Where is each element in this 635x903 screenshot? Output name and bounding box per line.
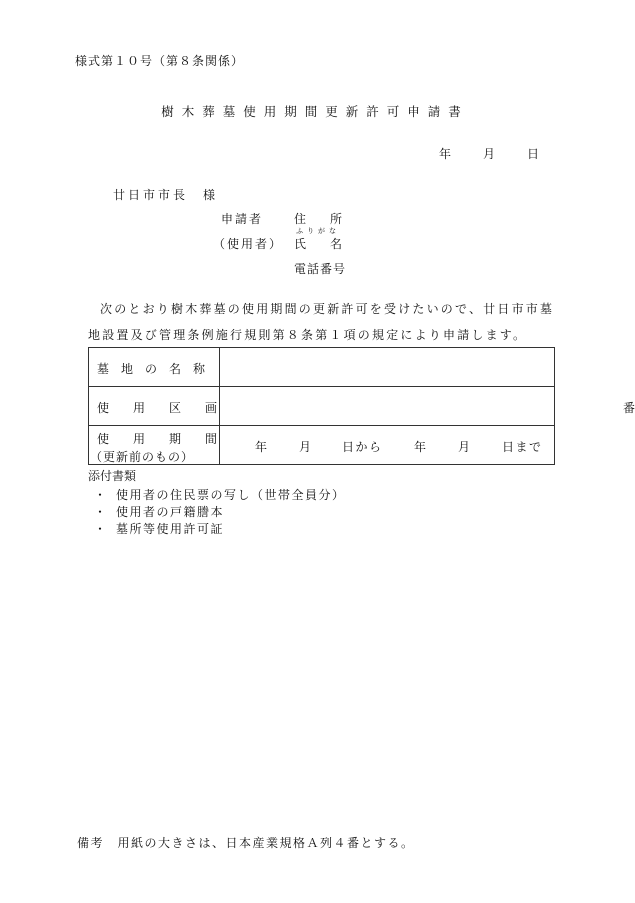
application-statement: 次のとおり樹木葬墓の使用期間の更新許可を受けたいので、廿日市市墓地設置及び管理条例施行規則第８条第１項の規定により申請します。 <box>88 302 555 342</box>
phone-label: 電話番号 <box>294 262 347 276</box>
date-year-label: 年 <box>439 147 452 161</box>
date-day-label: 日 <box>527 147 540 161</box>
period-start-month: 月 <box>299 440 312 454</box>
cemetery-name-header <box>89 348 220 387</box>
name-label: 氏 名 <box>294 237 343 251</box>
plot-header <box>89 387 220 426</box>
list-item <box>94 503 224 520</box>
cemetery-name-label: 墓 地 の 名 称 <box>97 362 206 376</box>
address-label: 住 所 <box>294 212 343 226</box>
table-row <box>89 426 555 465</box>
addressee: 廿日市市長 様 <box>113 188 219 202</box>
period-header <box>89 426 220 465</box>
attachment-item-label: 墓所等使用許可証 <box>116 522 225 536</box>
name-furigana: ふりがな <box>296 227 340 235</box>
list-item <box>94 520 224 537</box>
plot-label: 使 用 区 画 <box>97 401 218 415</box>
period-start-day: 日から <box>342 440 383 454</box>
application-table <box>88 347 635 465</box>
user-label: （使用者） <box>213 237 284 251</box>
bullet-icon: ・ <box>94 505 108 519</box>
period-end-month: 月 <box>458 440 471 454</box>
date-month-label: 月 <box>483 147 496 161</box>
attachments-title: 添付書類 <box>88 469 137 483</box>
period-start-year: 年 <box>255 440 268 454</box>
bullet-icon: ・ <box>94 488 108 502</box>
period-end-day: 日まで <box>502 440 543 454</box>
period-label: 使 用 期 間 <box>97 432 218 446</box>
period-end-year: 年 <box>414 440 427 454</box>
plot-field[interactable] <box>220 387 635 426</box>
period-field[interactable] <box>220 426 555 465</box>
footnote: 備考 用紙の大きさは、日本産業規格Ａ列４番とする。 <box>77 836 415 850</box>
bullet-icon: ・ <box>94 522 108 536</box>
period-sublabel: （更新前のもの） <box>90 450 195 464</box>
attachment-item-label: 使用者の住民票の写し（世帯全員分） <box>116 488 346 502</box>
plot-number-suffix: 番 <box>623 401 635 415</box>
cemetery-name-field[interactable] <box>220 348 555 387</box>
attachment-item-label: 使用者の戸籍謄本 <box>116 505 225 519</box>
applicant-label: 申請者 <box>221 212 264 226</box>
list-item <box>94 486 346 503</box>
table-row <box>89 387 555 426</box>
table-row <box>89 348 555 387</box>
document-title: 樹木葬墓使用期間更新許可申請書 <box>161 104 469 119</box>
form-number: 様式第１０号（第８条関係） <box>75 54 245 68</box>
